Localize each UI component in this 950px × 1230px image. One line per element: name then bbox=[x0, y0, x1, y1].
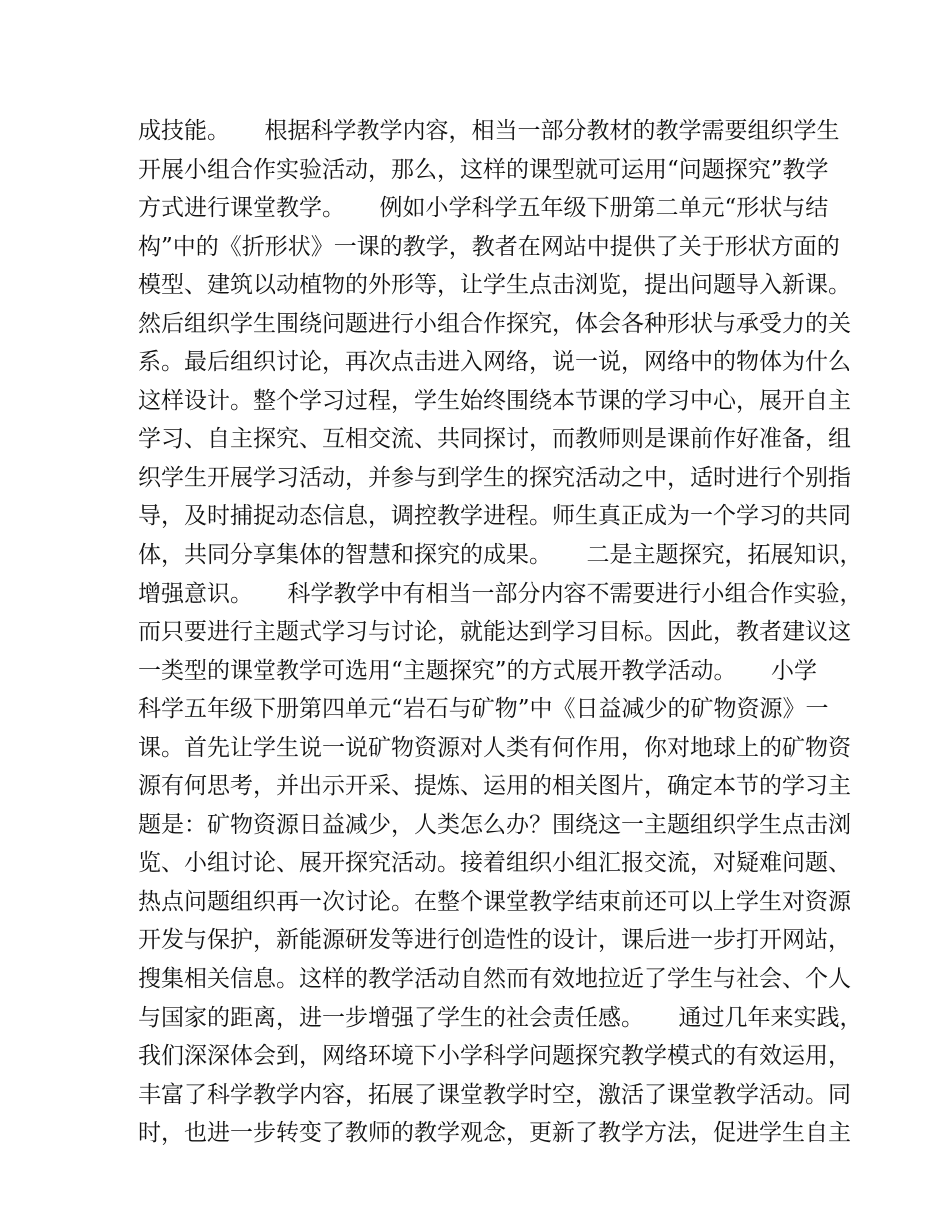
text-line: 丰富了科学教学内容，拓展了课堂教学时空，激活了课堂教学活动。同 bbox=[138, 1081, 851, 1108]
text-line: 系。最后组织讨论，再次点击进入网络，说一说，网络中的物体为什么 bbox=[138, 349, 851, 376]
text-line: 然后组织学生围绕问题进行小组合作探究，体会各种形状与承受力的关 bbox=[138, 310, 851, 337]
body-text bbox=[138, 112, 863, 1153]
text-line: 构”中的《折形状》一课的教学，教者在网站中提供了关于形状方面的 bbox=[138, 233, 840, 260]
text-line: 时，也进一步转变了教师的教学观念，更新了教学方法，促进学生自主 bbox=[138, 1120, 851, 1147]
text-line: 题是：矿物资源日益减少，人类怎么办？围绕这一主题组织学生点击浏 bbox=[138, 811, 851, 838]
text-line: 织学生开展学习活动，并参与到学生的探究活动之中，适时进行个别指 bbox=[138, 464, 851, 491]
text-line: 学习、自主探究、互相交流、共同探讨，而教师则是课前作好准备，组 bbox=[138, 426, 851, 453]
text-line: 导，及时捕捉动态信息，调控教学进程。师生真正成为一个学习的共同 bbox=[138, 503, 851, 530]
text-line: 成技能。 根据科学教学内容，相当一部分教材的教学需要组织学生 bbox=[138, 118, 840, 144]
text-line: 增强意识。 科学教学中有相当一部分内容不需要进行小组合作实验， bbox=[138, 580, 863, 607]
text-line: 源有何思考，并出示开采、提炼、运用的相关图片，确定本节的学习主 bbox=[138, 773, 851, 800]
text-line: 我们深深体会到，网络环境下小学科学问题探究教学模式的有效运用， bbox=[138, 1043, 851, 1070]
text-line: 方式进行课堂教学。 例如小学科学五年级下册第二单元“形状与结 bbox=[138, 195, 829, 222]
text-line: 体，共同分享集体的智慧和探究的成果。 二是主题探究，拓展知识， bbox=[138, 542, 863, 569]
text-line: 科学五年级下册第四单元“岩石与矿物”中《日益减少的矿物资源》一 bbox=[138, 696, 829, 723]
text-line: 而只要进行主题式学习与讨论，就能达到学习目标。因此，教者建议这 bbox=[138, 619, 851, 646]
text-line: 一类型的课堂教学可选用“主题探究”的方式展开教学活动。 小学 bbox=[138, 657, 818, 684]
text-line: 开发与保护，新能源研发等进行创造性的设计，课后进一步打开网站， bbox=[138, 927, 851, 954]
text-line: 与国家的距离，进一步增强了学生的社会责任感。 通过几年来实践， bbox=[138, 1004, 863, 1031]
text-line: 模型、建筑以动植物的外形等，让学生点击浏览，提出问题导入新课。 bbox=[138, 272, 851, 299]
text-line: 这样设计。整个学习过程，学生始终围绕本节课的学习中心，展开自主 bbox=[138, 387, 851, 414]
text-line: 搜集相关信息。这样的教学活动自然而有效地拉近了学生与社会、个人 bbox=[138, 966, 851, 993]
text-line: 热点问题组织再一次讨论。在整个课堂教学结束前还可以上学生对资源 bbox=[138, 888, 851, 915]
text-line: 览、小组讨论、展开探究活动。接着组织小组汇报交流，对疑难问题、 bbox=[138, 850, 851, 877]
text-line: 课。首先让学生说一说矿物资源对人类有何作用，你对地球上的矿物资 bbox=[138, 734, 851, 761]
text-line: 开展小组合作实验活动，那么，这样的课型就可运用“问题探究”教学 bbox=[138, 156, 829, 183]
